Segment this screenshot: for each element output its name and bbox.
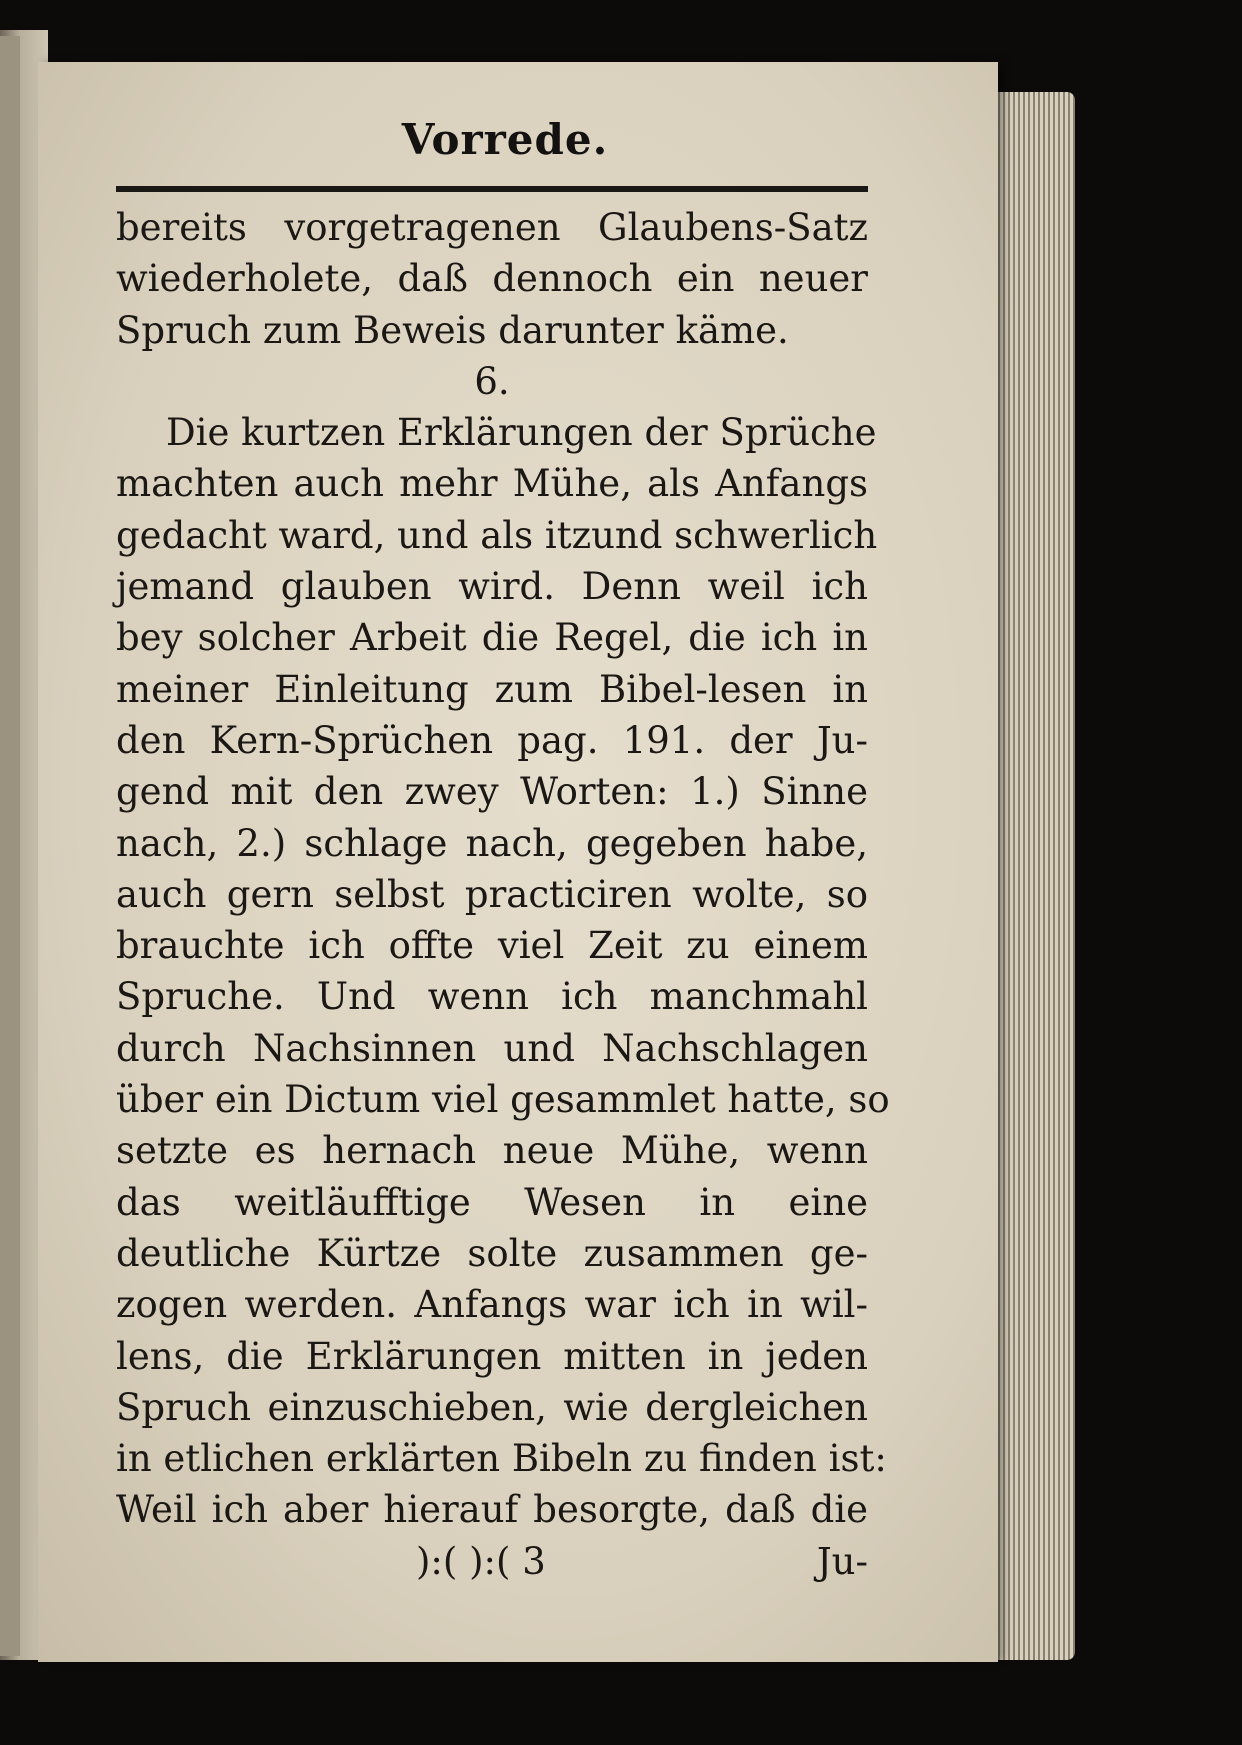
body-text [116,202,890,1587]
text-line: wiederholete, daß dennoch ein neuer [116,257,868,301]
text-line: gend mit den zwey Worten: 1.) Sinne [116,770,868,814]
header-rule [116,186,868,192]
book-binding [0,36,20,1656]
text-line: Spruche. Und wenn ich manchmahl [116,975,868,1019]
text-line: bereits vorgetragenen Glaubens-Satz [116,206,868,249]
text-line: jemand glauben wird. Denn weil ich [116,565,868,609]
book-page [38,62,998,1662]
text-line: bey solcher Arbeit die Regel, die ich in [116,616,868,660]
page-content [116,112,894,1587]
text-line: den Kern-Sprüchen pag. 191. der Ju- [116,718,868,762]
text-line: nach, 2.) schlage nach, gegeben habe, [116,821,868,865]
catchword: Ju- [816,1539,868,1583]
signature-mark: ):( ):( 3 [416,1539,546,1583]
page-footer [116,1536,868,1587]
section-number: 6. [474,359,510,403]
text-line: durch Nachsinnen und Nachschlagen [116,1026,868,1070]
running-head: Vorrede. [401,115,609,164]
text-line: das weitläufftige Wesen in eine [116,1180,868,1224]
text-line: in etlichen erklärten Bibeln zu finden ist: [116,1437,887,1481]
text-line: zogen werden. Anfangs war ich in wil- [116,1283,868,1327]
text-line: machten auch mehr Mühe, als Anfangs [116,462,868,506]
text-line: setzte es hernach neue Mühe, wenn [116,1129,868,1173]
text-line: Spruch einzuschieben, wie dergleichen [116,1385,868,1429]
text-line: auch gern selbst practiciren wolte, so [116,872,868,916]
text-line: über ein Dictum viel gesammlet hatte, so [116,1078,890,1122]
text-line: lens, die Erklärungen mitten in jeden [116,1334,868,1378]
text-line: Weil ich aber hierauf besorgte, daß die [116,1488,868,1532]
text-line: gedacht ward, und als itzund schwerlich [116,513,878,557]
text-line: deutliche Kürtze solte zusammen ge- [116,1231,868,1275]
text-line: meiner Einleitung zum Bibel-lesen in [116,667,868,711]
text-line: brauchte ich offte viel Zeit zu einem [116,924,868,968]
text-line: Spruch zum Beweis darunter käme. [116,308,789,352]
page-stack-edge [985,92,1075,1660]
text-line: Die kurtzen Erklärungen der Sprüche [166,411,877,455]
